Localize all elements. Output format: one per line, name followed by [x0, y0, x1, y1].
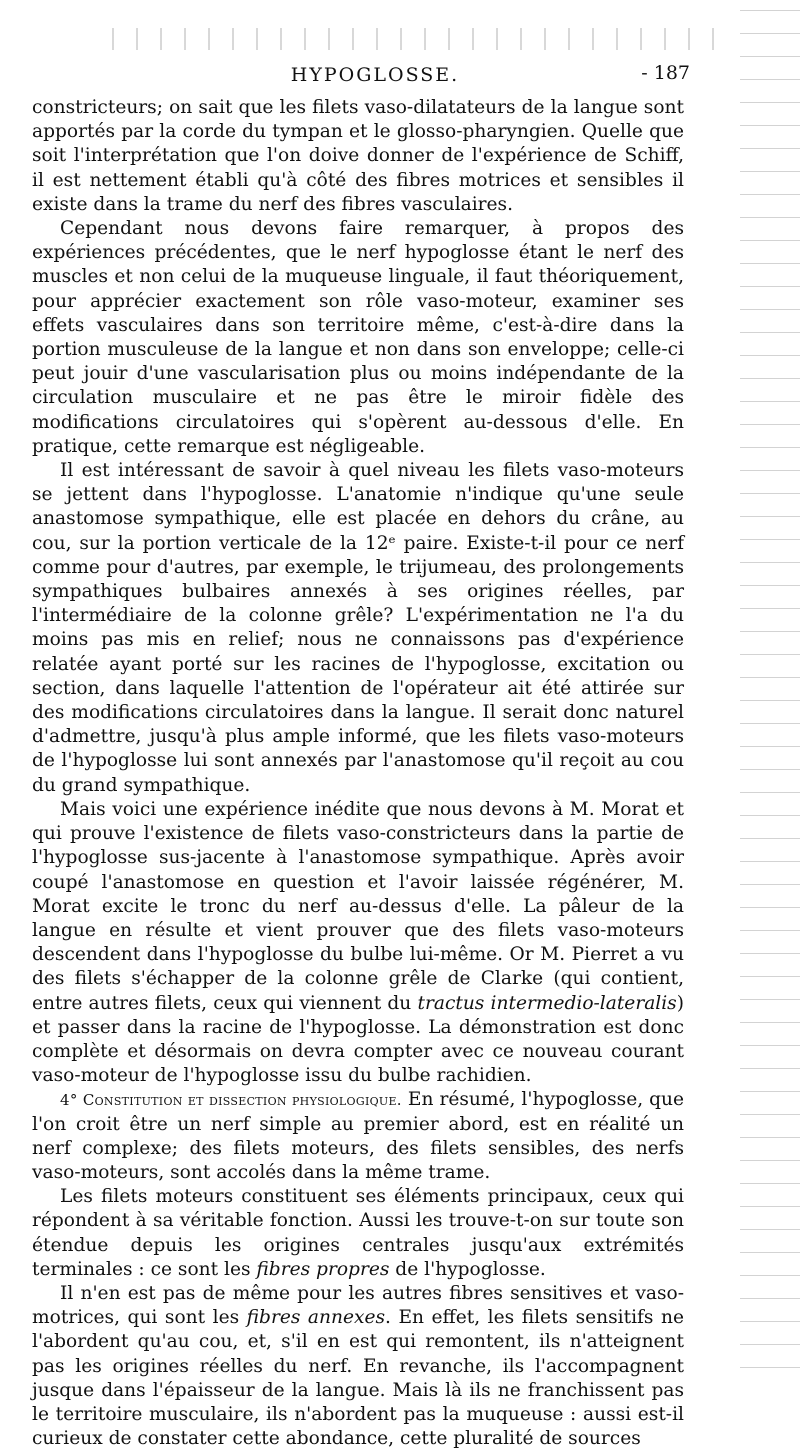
paragraph-1: constricteurs; on sait que les filets vaso-dilatateurs de la langue sont apportés par la corde du tympan et le glosso-pharyngien. Quelle que soit l'interprétation que l'on doive donner de l'expérience de Schiff, il est nettement établi qu'à côté des fibres motrices et sensibles il existe dans la trame du nerf des fibres vasculaires.: [32, 97, 684, 215]
paragraph-7: [32, 1282, 684, 1451]
paragraph-6-text-b: de l'hypoglosse.: [389, 1258, 546, 1280]
paragraph-7-text-a: Il n'en est pas de même pour les autres fibres sensitives et vaso-motrices, qui sont les: [32, 1282, 684, 1329]
section-heading: 4° Constitution et dissection physiologique.: [60, 1091, 402, 1110]
paragraph-7-italic: fibres annexes: [246, 1307, 386, 1329]
paragraph-4-text-b: ) et passer dans la racine de l'hypoglosse. La démonstration est donc complète et désormais on devra compter avec ce nouveau courant vaso-moteur de l'hypoglosse issu du bulbe rachidien.: [32, 992, 684, 1087]
paragraph-6: [32, 1185, 684, 1282]
paragraph-4-text-a: Mais voici une expérience inédite que nous devons à M. Morat et qui prouve l'existence de filets vaso-constricteurs dans la partie de l'hypoglosse sus-jacente à l'anastomose sympathique. Après avoir coupé l'anastomose en question et l'avoir laissée régénérer, M. Morat excite le tronc du nerf au-dessus d'elle. La pâleur de la langue en résulte et vient prouver que des filets vaso-moteurs descendent dans l'hypoglosse du bulbe lui-même. Or M. Pierret a vu des filets s'échapper de la colonne grêle de Clarke (qui contient, entre autres filets, ceux qui viennent du: [32, 798, 684, 1014]
paragraph-4: [32, 798, 684, 1088]
page-header: [30, 60, 690, 94]
paragraph-3: Il est intéressant de savoir à quel niveau les filets vaso-moteurs se jettent dans l'hypoglosse. L'anatomie n'indique qu'une seule anastomose sympathique, elle est placée en dehors du crâne, au cou, sur la portion verticale de la 12ᵉ paire. Existe-t-il pour ce nerf comme pour d'autres, par exemple, le trijumeau, des prolongements sympathiques bulbaires annexés à ses origines réelles, par l'intermédiaire de la colonne grêle? L'expérimentation ne l'a du moins pas mis en relief; nous ne connaissons pas d'expérience relatée ayant porté sur les racines de l'hypoglosse, excitation ou section, dans laquelle l'attention de l'opérateur ait été attirée sur des modifications circulatoires dans la langue. Il serait donc naturel d'admettre, jusqu'à plus ample informé, que les filets vaso-moteurs de l'hypoglosse lui sont annexés par l'anastomose qu'il reçoit au cou du grand sympathique.: [32, 460, 684, 796]
paragraph-6-italic: fibres propres: [256, 1258, 390, 1280]
paragraph-6-text-a: Les filets moteurs constituent ses éléments principaux, ceux qui répondent à sa véritable fonction. Aussi les trouve-t-on sur toute son étendue depuis les origines centrales jusqu'aux extrémités terminales : ce sont les: [32, 1186, 684, 1280]
paragraph-7-text-b: . En effet, les filets sensitifs ne l'abordent qu'au cou, et, s'il en est qui remontent, ils n'atteignent pas les origines réelles du nerf. En revanche, ils l'accompagnent jusque dans l'épaisseur de la langue. Mais là ils ne franchissent pas le territoire musculaire, ils n'abordent pas la muqueuse : aussi est-il curieux de constater cette abondance, cette pluralité de sources: [32, 1307, 684, 1450]
paragraph-2: Cependant nous devons faire remarquer, à propos des expériences précédentes, que le nerf hypoglosse étant le nerf des muscles et non celui de la muqueuse linguale, il faut théoriquement, pour apprécier exactement son rôle vaso-moteur, examiner ses effets vasculaires dans son territoire même, c'est-à-dire dans la portion musculeuse de la langue et non dans son enveloppe; celle-ci peut jouir d'une vascularisation plus ou moins indépendante de la circulation musculaire et ne pas être le miroir fidèle des modifications circulatoires qui s'opèrent au-dessous d'elle. En pratique, cette remarque est négligeable.: [32, 218, 684, 457]
paragraph-5: [32, 1088, 684, 1185]
scan-binding-edge: [740, 0, 800, 1388]
paragraph-5-text: En résumé, l'hypoglosse, que l'on croit être un nerf simple au premier abord, est en réalité un nerf complexe; des filets moteurs, des filets sensibles, des nerfs vaso-moteurs, sont accolés dans la même trame.: [32, 1089, 685, 1183]
paragraph-4-italic: tractus intermedio-lateralis: [417, 992, 677, 1014]
body-text: [32, 96, 684, 1451]
page-number: - 187: [641, 62, 690, 84]
running-title: HYPOGLOSSE.: [290, 64, 460, 86]
scan-noise-top: [90, 28, 730, 50]
